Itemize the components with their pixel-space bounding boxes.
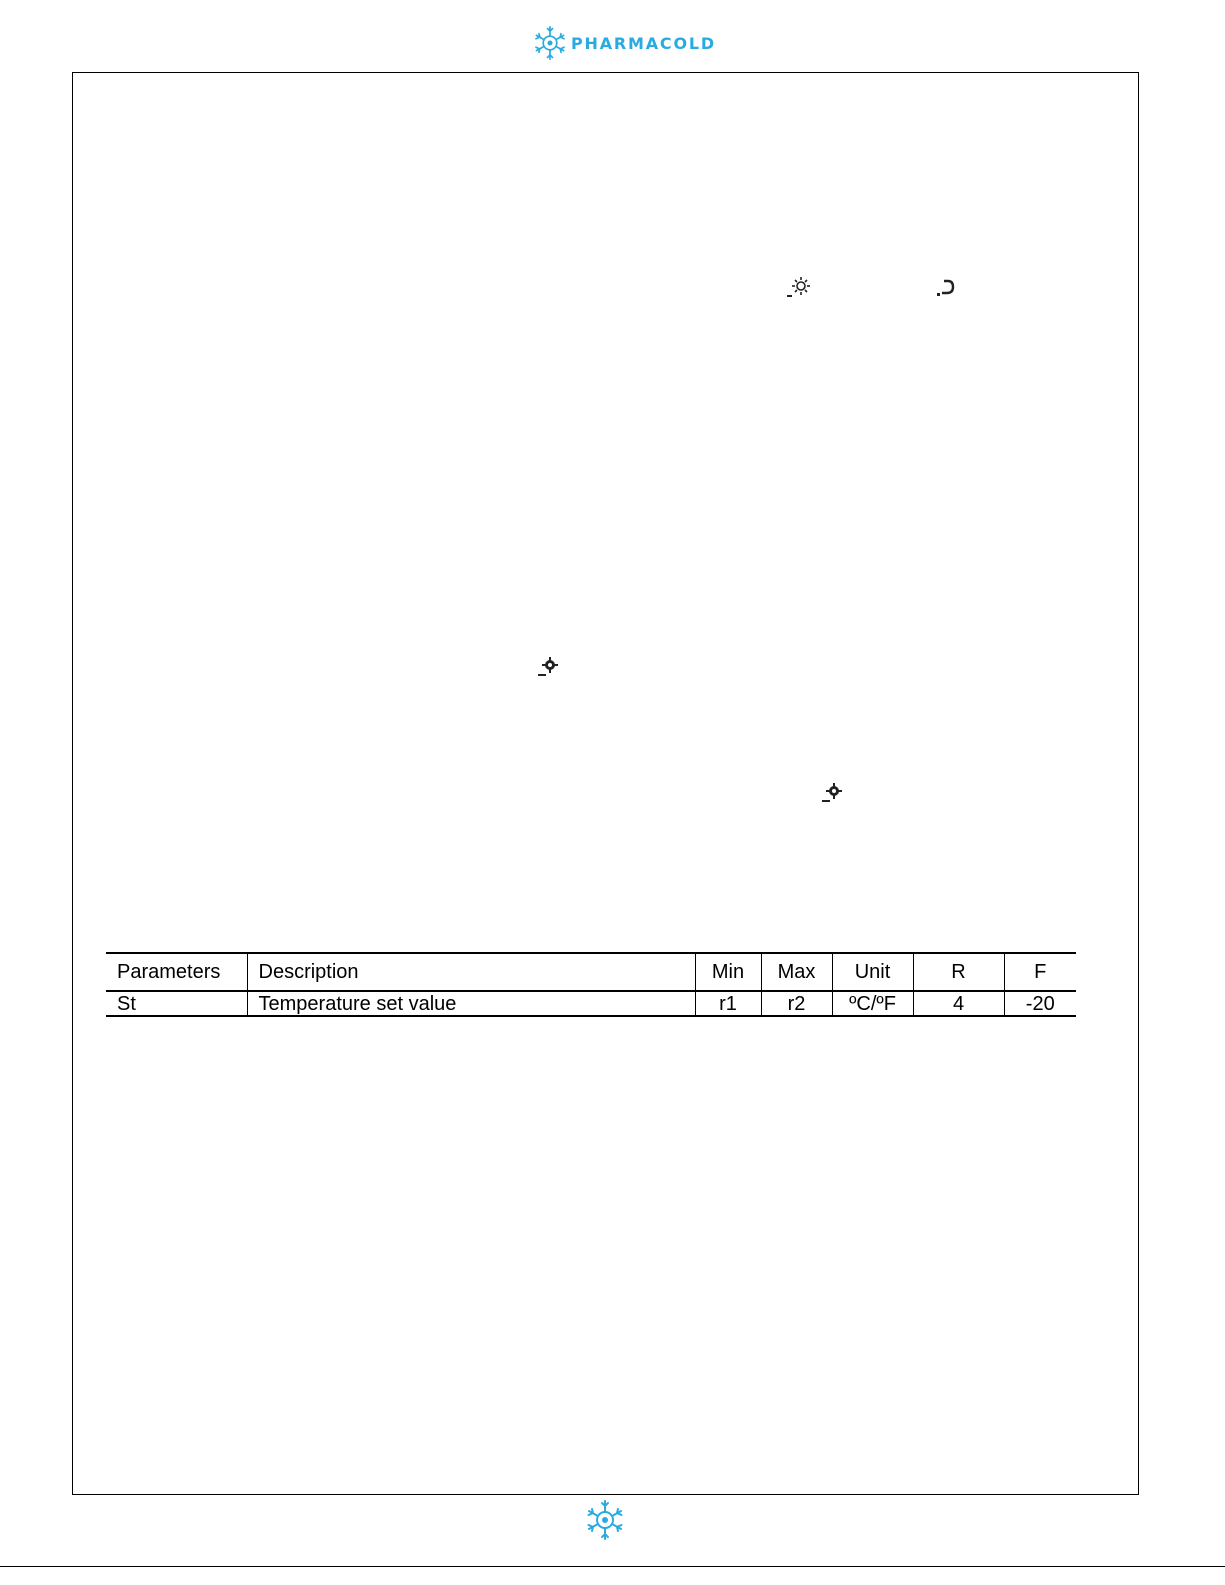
brand-name: PHARMACOLD [571, 33, 716, 53]
cell-description: Temperature set value [247, 991, 695, 1016]
cell-r: 4 [913, 991, 1004, 1016]
col-header-f: F [1034, 960, 1047, 983]
col-header-unit: Unit [832, 953, 913, 991]
col-header-parameters: Parameters [106, 953, 247, 991]
hook-icon [936, 277, 958, 299]
table-header-row [106, 953, 1076, 991]
cell-f: -20 [1025, 992, 1055, 1015]
snowflake-logo-icon [585, 1497, 625, 1543]
snowflake-logo-icon [533, 23, 567, 63]
col-header-r: R [913, 953, 1004, 991]
compressor-icon [821, 782, 843, 804]
cell-param: St [106, 991, 247, 1016]
table-row [106, 991, 1076, 1016]
parameter-table [106, 952, 1076, 1017]
col-header-description: Description [247, 953, 695, 991]
header-logo [533, 22, 716, 64]
col-header-max: Max [761, 953, 832, 991]
bottom-rule [0, 1566, 1225, 1567]
cell-min: r1 [695, 991, 761, 1016]
compressor-icon [537, 656, 559, 678]
footer-logo [585, 1497, 625, 1548]
light-bulb-icon [786, 276, 812, 300]
col-header-min: Min [695, 953, 761, 991]
cell-max: r2 [761, 991, 832, 1016]
cell-unit: ºC/ºF [832, 991, 913, 1016]
content-frame [72, 72, 1139, 1495]
